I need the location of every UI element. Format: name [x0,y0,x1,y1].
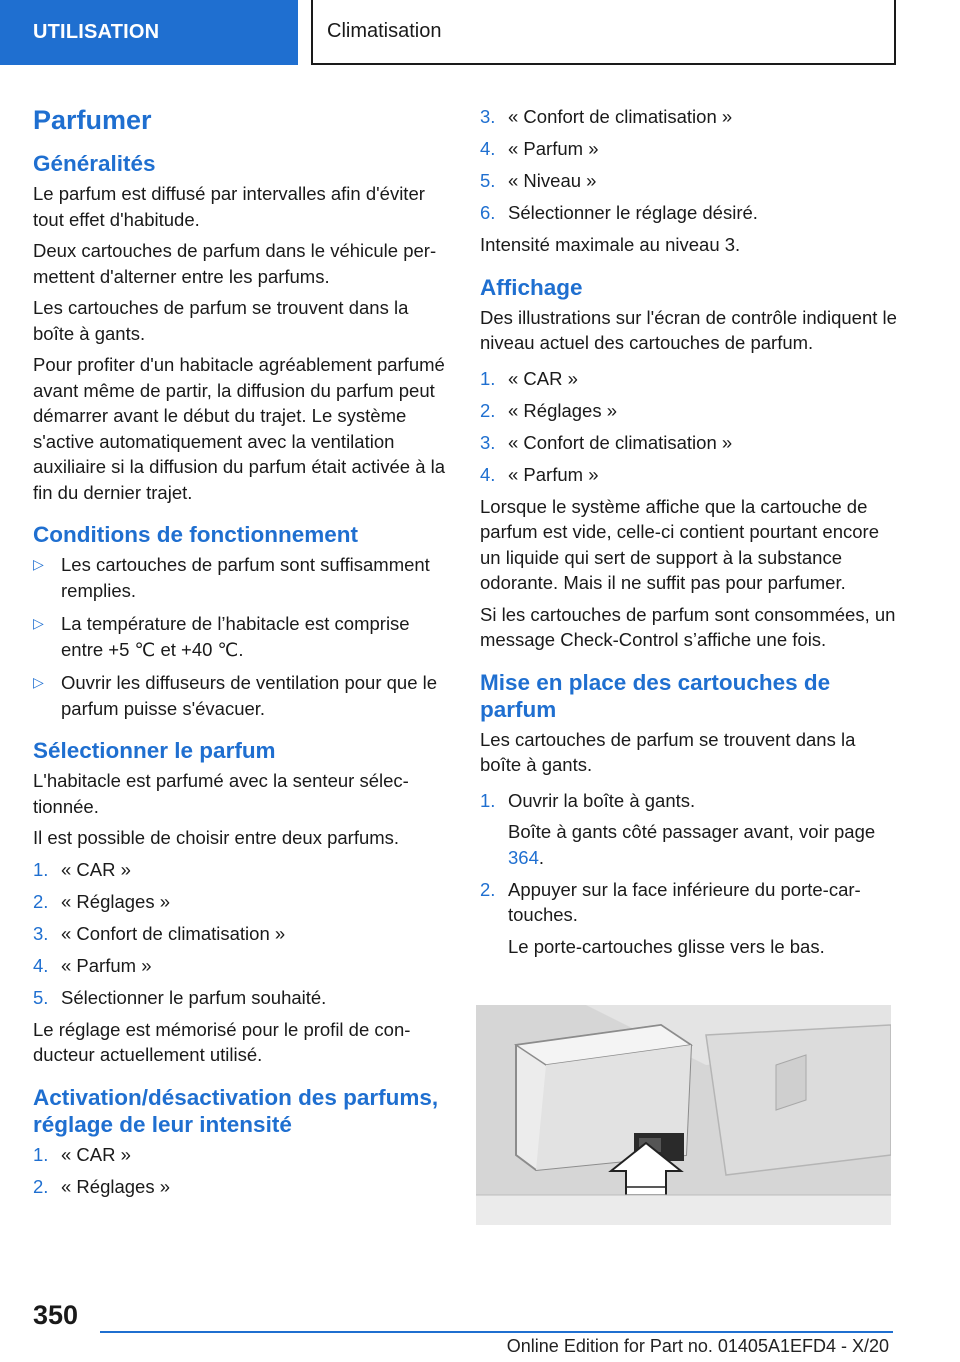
page-number: 350 [33,1300,79,1330]
display-steps [480,366,898,488]
paragraph: Les cartouches de parfum se trouvent dans la boîte à gants. [480,728,856,775]
install-steps [480,788,898,960]
list-item: 4. « Parfum » [480,138,599,159]
list-item: ▷ Ouvrir les diffuseurs de ventilation pour que le parfum puisse s'évacuer. [33,672,438,719]
step-detail: Boîte à gants côté passager avant, voir page 364. [508,821,876,868]
glovebox-drawing [476,1005,891,1225]
list-item: 5. « Niveau » [480,170,597,191]
paragraph: Deux cartouches de parfum dans le véhicule permettent d'alterner entre les parfums. [33,240,437,287]
list-item: 3. « Confort de climatisation » [480,431,733,453]
heading-select: Sélectionner le parfum [33,738,276,763]
paragraph: Si les cartouches de parfum sont consommées, un message Check-Control s’affiche une fois. [480,603,896,650]
list-item: 5. Sélectionner le parfum souhaité. [33,986,327,1008]
select-steps [33,857,451,1011]
right-column [480,100,898,966]
activation-steps-continued [480,104,898,226]
list-item: 2. « Réglages » [480,399,618,421]
paragraph: Des illustrations sur l'écran de contrôle indiquent le niveau actuel des cartouches de parfum. [480,306,897,353]
activation-steps [33,1142,451,1200]
paragraph: Lorsque le système affiche que la cartouche de parfum est vide, celle-ci contient pourtant encore un liquide qui sert de support à la substance odorante. Mais il ne suffit pas pour parfumer. [480,495,879,593]
list-item: 6. Sélectionner le réglage désiré. [480,202,758,223]
paragraph: Le réglage est mémorisé pour le profil de conducteur actuellement utilisé. [33,1018,411,1065]
list-item: 1. « CAR » [480,367,578,389]
list-item: 1. « CAR » [33,1143,131,1165]
paragraph: Il est possible de choisir entre deux parfums. [33,827,400,848]
list-item: 3. « Confort de climatisation » [480,106,733,127]
list-item: ▷ Les cartouches de parfum sont suffisamment remplies. [33,554,430,601]
triangle-bullet-icon: ▷ [33,615,44,631]
list-item: 2. Appuyer sur la face inférieure du porte-cartouches. Le porte-cartouches glisse vers le bas. [480,877,898,960]
page-reference-link[interactable]: 364 [508,846,539,868]
list-item: 1. « CAR » [33,858,131,880]
footer-divider [100,1331,893,1333]
list-item: 1. Ouvrir la boîte à gants. Boîte à gants côté passager avant, voir page 364. [480,788,898,871]
heading-activation: Activation/désactivation des parfums, réglage de leur intensité [33,1084,439,1137]
list-item: 4. « Parfum » [33,954,152,976]
list-item: 4. « Parfum » [480,463,599,485]
paragraph: L'habitacle est parfumé avec la senteur sélectionnée. [33,770,409,817]
step-detail: Le porte-cartouches glisse vers le bas. [508,935,825,957]
section-tab: UTILISATION [0,0,298,65]
edition-note: Online Edition for Part no. 01405A1EFD4 - X/20 [506,1336,889,1356]
heading-conditions: Conditions de fonctionnement [33,522,358,547]
triangle-bullet-icon: ▷ [33,674,44,690]
conditions-list [33,552,451,721]
paragraph: Intensité maximale au niveau 3. [480,234,741,255]
triangle-bullet-icon: ▷ [33,556,44,572]
list-item: 2. « Réglages » [33,1175,171,1197]
list-item: 2. « Réglages » [33,890,171,912]
list-item: 3. « Confort de climatisation » [33,922,286,944]
left-column [33,100,451,1206]
page-title: Parfumer [33,105,152,135]
chapter-title: Climatisation [311,0,896,65]
glovebox-illustration [476,1005,891,1225]
heading-install: Mise en place des cartouches de parfum [480,669,831,722]
heading-display: Affichage [480,274,583,300]
paragraph: Pour profiter d'un habitacle agréablement parfumé avant même de partir, la diffusion du parfum peut démarrer avant le début du trajet. Le système s'active automatiquement avec la ventilation auxiliaire si la diffusion du parfum était activée à la fin du dernier trajet. [33,354,446,503]
heading-general: Généralités [33,151,156,176]
paragraph: Les cartouches de parfum se trouvent dans la boîte à gants. [33,297,409,344]
paragraph: Le parfum est diffusé par intervalles afin d'éviter tout effet d'habitude. [33,183,425,230]
list-item: ▷ La température de l’habitacle est comprise entre +5 ℃ et +40 ℃. [33,613,410,660]
